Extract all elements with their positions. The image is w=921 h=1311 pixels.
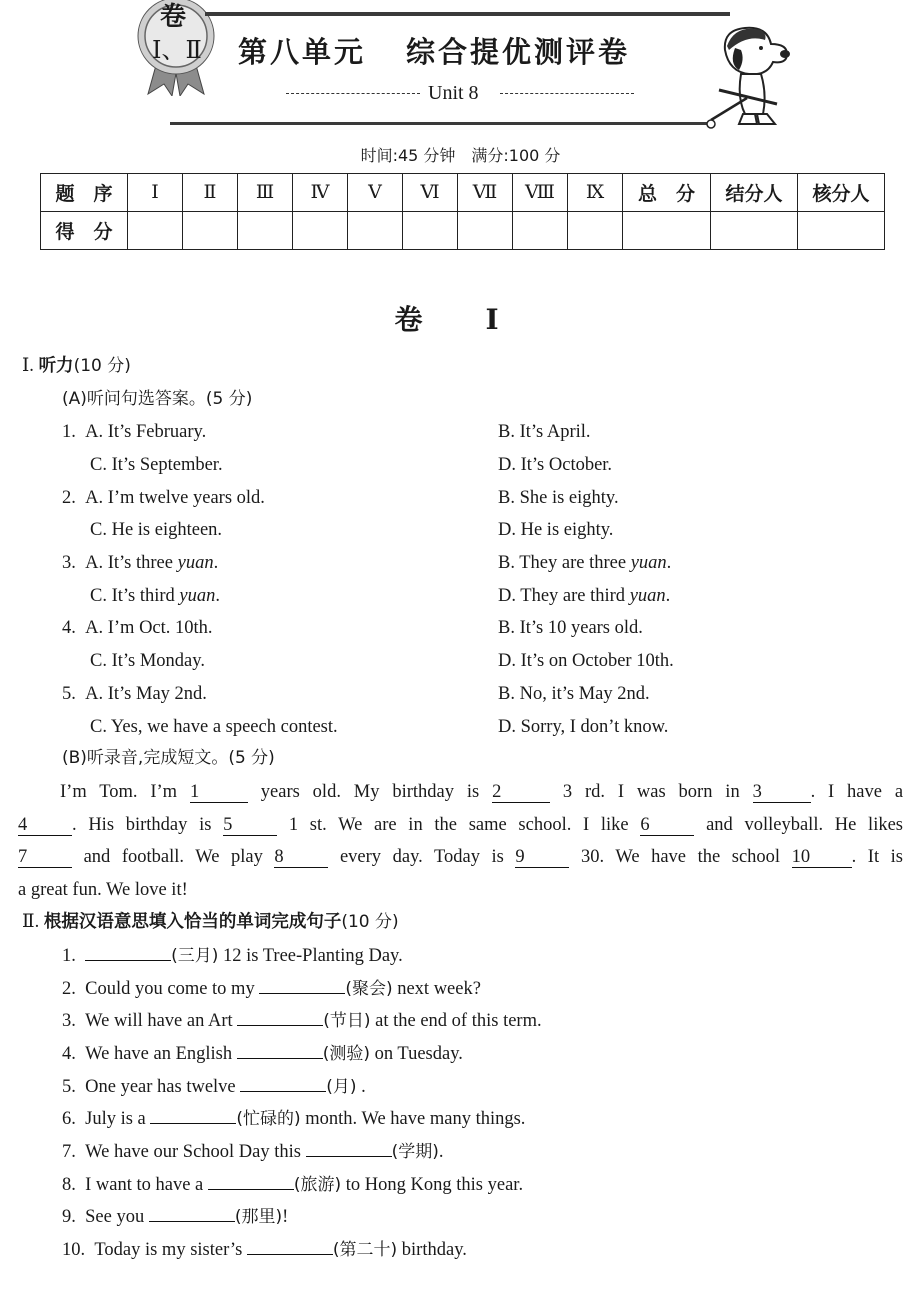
section-score: (10 分): [73, 356, 131, 376]
part-a-heading: (A)听问句选答案。(5 分): [62, 389, 253, 409]
answer-blank: [149, 1221, 235, 1222]
score-entry: [403, 212, 458, 250]
score-table: [40, 173, 885, 250]
unit-divider-left: [286, 93, 420, 94]
question-option: C. It’s Monday.: [90, 651, 205, 671]
question-option: C. Yes, we have a speech contest.: [90, 717, 338, 737]
section-title: 听力: [38, 356, 74, 376]
question-option: 3. A. It’s three yuan.: [62, 553, 219, 573]
answer-blank: [237, 1058, 323, 1059]
question-option: C. It’s September.: [90, 455, 223, 475]
table-cell: 核分人: [798, 174, 885, 212]
section-heading: [22, 911, 399, 933]
answer-blank: 5: [223, 815, 277, 836]
answer-blank: [150, 1123, 236, 1124]
question-option: D. He is eighty.: [498, 520, 614, 540]
answer-blank: 6: [640, 815, 694, 836]
question-option: C. He is eighteen.: [90, 520, 223, 540]
table-cell: Ⅳ: [293, 174, 348, 212]
answer-blank: [85, 960, 171, 961]
table-cell: Ⅶ: [458, 174, 513, 212]
question-option: B. They are three yuan.: [498, 553, 672, 573]
fill-in-sentence: 2. Could you come to my (聚会) next week?: [62, 979, 481, 999]
section-number: Ⅱ.: [22, 912, 40, 932]
fill-in-sentence: 10. Today is my sister’s (第二十) birthday.: [62, 1240, 467, 1260]
table-cell: Ⅵ: [403, 174, 458, 212]
answer-blank: [208, 1189, 294, 1190]
answer-blank: [259, 993, 345, 994]
score-entry: [238, 212, 293, 250]
question-option: 4. A. I’m Oct. 10th.: [62, 618, 213, 638]
fill-in-sentence: 4. We have an English (测验) on Tuesday.: [62, 1044, 463, 1064]
fill-in-sentence: 5. One year has twelve (月) .: [62, 1077, 366, 1097]
answer-blank: 3: [753, 782, 811, 803]
score-entry: [348, 212, 403, 250]
page-title: [238, 30, 630, 71]
question-option: 5. A. It’s May 2nd.: [62, 684, 207, 704]
passage-line: 4 . His birthday is 5 1 st. We are in the same school. I like 6 and volleyball. He likes: [18, 815, 903, 835]
time-and-score-info: 时间:45 分钟 满分:100 分: [360, 146, 561, 165]
question-option: C. It’s third yuan.: [90, 586, 221, 606]
score-entry: [293, 212, 348, 250]
answer-blank: 1: [190, 782, 248, 803]
question-option: D. It’s October.: [498, 455, 613, 475]
section-heading: [22, 355, 131, 377]
badge-top-text: 卷: [160, 2, 187, 32]
answer-blank: 8: [274, 847, 328, 868]
score-entry: [513, 212, 568, 250]
table-cell: Ⅸ: [568, 174, 623, 212]
answer-blank: [240, 1091, 326, 1092]
score-entry: [798, 212, 885, 250]
fill-in-sentence: 1. (三月) 12 is Tree-Planting Day.: [62, 946, 403, 966]
volume-title: 卷 Ⅰ: [394, 305, 527, 336]
table-cell: Ⅷ: [513, 174, 568, 212]
answer-blank: 4: [18, 815, 72, 836]
table-cell: Ⅲ: [238, 174, 293, 212]
header-bottom-rule: [170, 122, 710, 125]
fill-in-sentence: 3. We will have an Art (节日) at the end of this term.: [62, 1011, 542, 1031]
table-cell: 总 分: [623, 174, 711, 212]
question-option: D. Sorry, I don’t know.: [498, 717, 669, 737]
score-entry: [458, 212, 513, 250]
table-cell: 题 序: [41, 174, 128, 212]
question-option: D. They are third yuan.: [498, 586, 671, 606]
part-b-heading: (B)听录音,完成短文。(5 分): [62, 748, 275, 768]
snoopy-golfer-icon: [705, 20, 795, 132]
answer-blank: [306, 1156, 392, 1157]
badge-bottom-text: Ⅰ、Ⅱ: [152, 38, 202, 64]
table-cell: Ⅱ: [183, 174, 238, 212]
passage-line: a great fun. We love it!: [18, 880, 188, 900]
section-title: 根据汉语意思填入恰当的单词完成句子: [43, 912, 342, 932]
question-option: 1. A. It’s February.: [62, 422, 207, 442]
answer-blank: 2: [492, 782, 550, 803]
fill-in-sentence: 7. We have our School Day this (学期).: [62, 1142, 444, 1162]
score-entry: [128, 212, 183, 250]
table-row: [41, 212, 885, 250]
question-option: B. It’s April.: [498, 422, 591, 442]
fill-in-sentence: 9. See you (那里)!: [62, 1207, 289, 1227]
answer-blank: 10: [792, 847, 852, 868]
unit-label: Unit 8: [428, 82, 479, 104]
score-entry: [711, 212, 798, 250]
table-cell: 结分人: [711, 174, 798, 212]
score-entry: [183, 212, 238, 250]
score-entry: [568, 212, 623, 250]
fill-in-sentence: 6. July is a (忙碌的) month. We have many things.: [62, 1109, 526, 1129]
question-option: 2. A. I’m twelve years old.: [62, 488, 265, 508]
title-unit: 第八单元: [238, 35, 367, 69]
question-option: B. No, it’s May 2nd.: [498, 684, 650, 704]
answer-blank: 9: [515, 847, 569, 868]
section-score: (10 分): [341, 912, 399, 932]
table-cell: Ⅰ: [128, 174, 183, 212]
score-entry: [623, 212, 711, 250]
question-option: D. It’s on October 10th.: [498, 651, 674, 671]
question-option: B. She is eighty.: [498, 488, 619, 508]
title-name: 综合提优测评卷: [406, 35, 631, 69]
unit-divider-right: [500, 93, 634, 94]
table-cell: Ⅴ: [348, 174, 403, 212]
answer-blank: 7: [18, 847, 72, 868]
passage-line: I’m Tom. I’m 1 years old. My birthday is 2 3 rd. I was born in 3 . I have a: [60, 782, 904, 802]
fill-in-sentence: 8. I want to have a (旅游) to Hong Kong this year.: [62, 1175, 524, 1195]
answer-blank: [237, 1025, 323, 1026]
question-option: B. It’s 10 years old.: [498, 618, 643, 638]
answer-blank: [247, 1254, 333, 1255]
table-row: [41, 174, 885, 212]
header-top-rule: [205, 12, 730, 16]
table-cell: 得 分: [41, 212, 128, 250]
passage-line: 7 and football. We play 8 every day. Today is 9 30. We have the school 10 . It is: [18, 847, 903, 867]
section-number: Ⅰ.: [22, 356, 34, 376]
